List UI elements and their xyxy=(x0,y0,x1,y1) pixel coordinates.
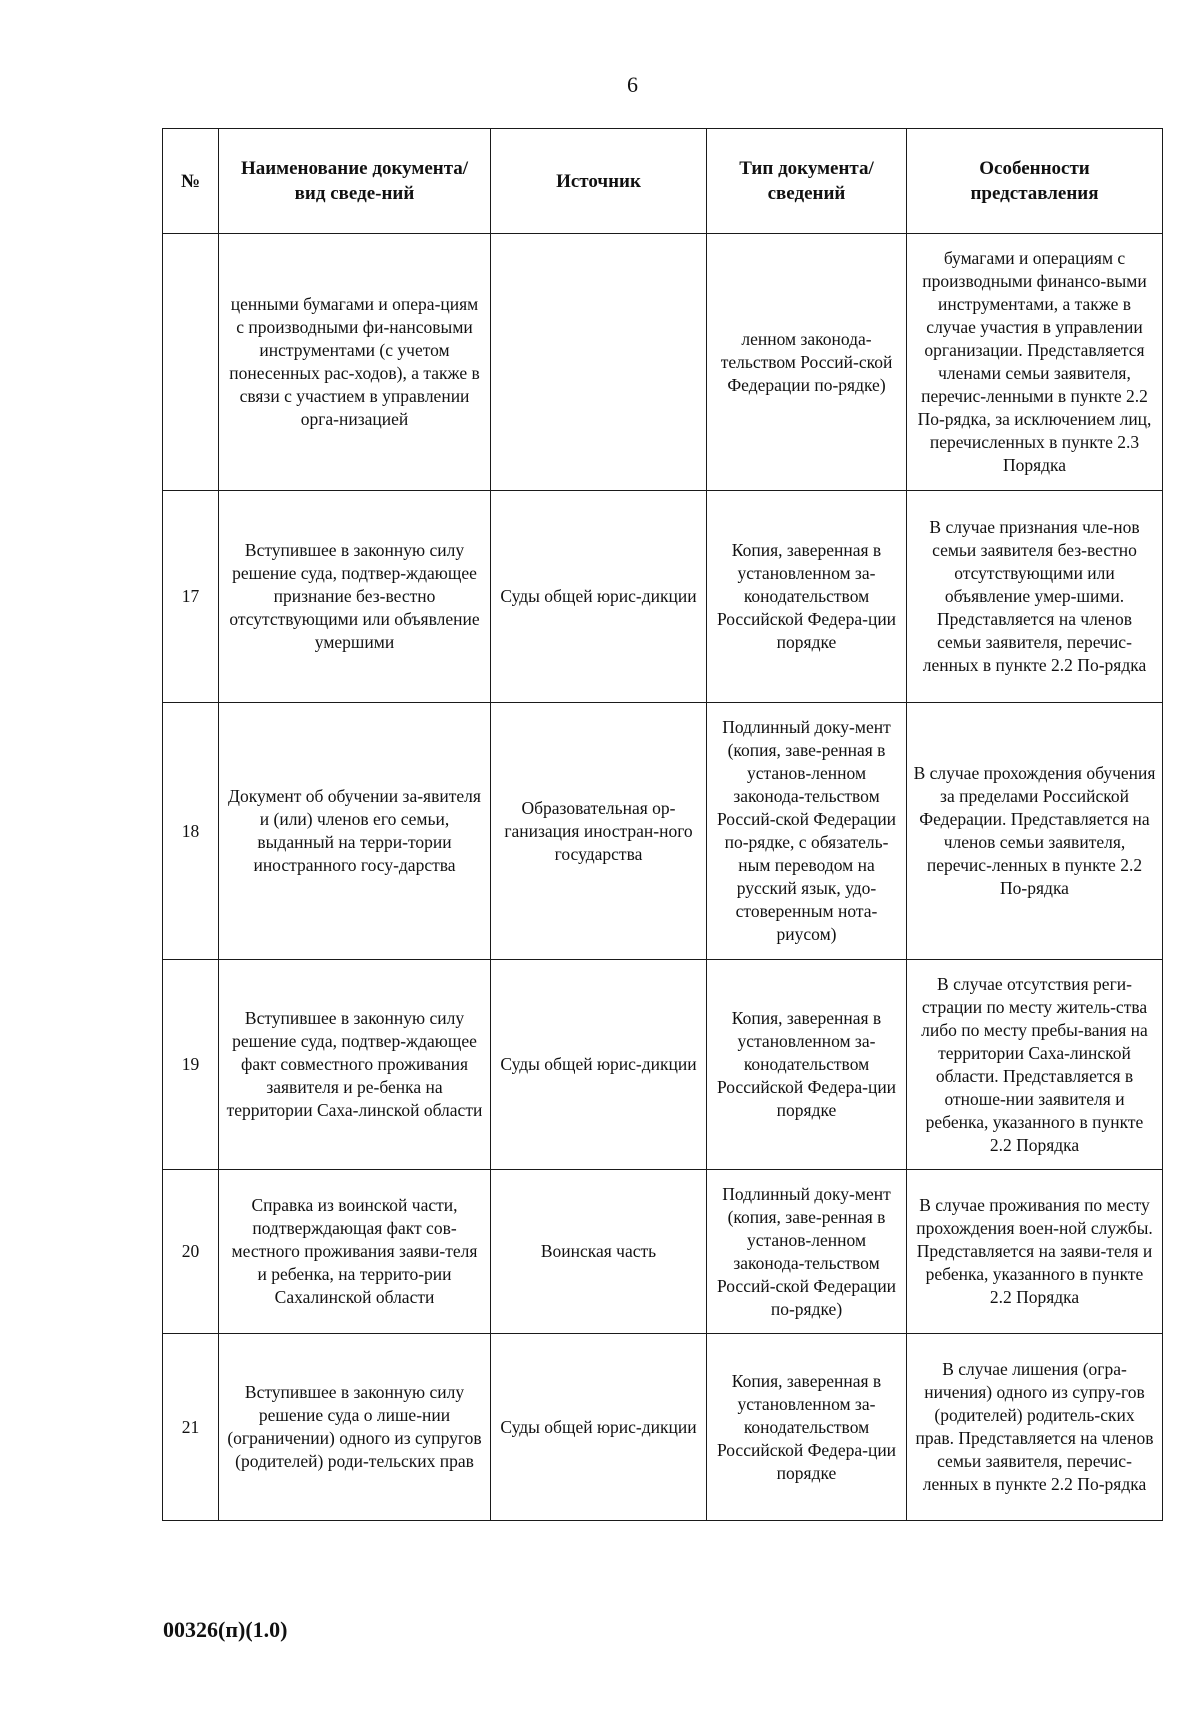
row-source: Образовательная ор-ганизация иностран-ного государства xyxy=(491,703,707,960)
table-row xyxy=(163,491,1163,703)
row-num: 20 xyxy=(163,1170,219,1334)
row-features: В случае признания чле-нов семьи заявителя без-вестно отсутствующими или объявление умер-шими. Представляется на членов семьи заявителя, перечис-ленных в пункте 2.2 По-рядка xyxy=(907,491,1163,703)
row-num: 21 xyxy=(163,1334,219,1521)
row-features: бумагами и операциям с производными финансо-выми инструментами, а также в случае участия в управлении организации. Представляется членами семьи заявителя, перечис-ленными в пункте 2.2 По-рядка, за исключением лиц, перечисленных в пункте 2.3 Порядка xyxy=(907,234,1163,491)
row-source: Воинская часть xyxy=(491,1170,707,1334)
row-name: Вступившее в законную силу решение суда о лише-нии (ограничении) одного из супругов (родителей) роди-тельских прав xyxy=(219,1334,491,1521)
row-name: Вступившее в законную силу решение суда, подтвер-ждающее признание без-вестно отсутствующими или объявление умершими xyxy=(219,491,491,703)
row-features: В случае отсутствия реги-страции по месту житель-ства либо по месту пребы-вания на территории Саха-линской области. Представляется в отноше-нии заявителя и ребенка, указанного в пункте 2.2 Порядка xyxy=(907,960,1163,1170)
documents-table xyxy=(162,128,1163,1521)
row-num: 18 xyxy=(163,703,219,960)
row-doc-type: ленном законода-тельством Россий-ской Федерации по-рядке) xyxy=(707,234,907,491)
row-source: Суды общей юрис-дикции xyxy=(491,491,707,703)
row-doc-type: Подлинный доку-мент (копия, заве-ренная в установ-ленном законода-тельством Россий-ской Федерации по-рядке, с обязатель-ным переводом на русский язык, удо-стоверенным нота-риусом) xyxy=(707,703,907,960)
table-row xyxy=(163,1170,1163,1334)
row-source xyxy=(491,234,707,491)
table-row xyxy=(163,1334,1163,1521)
header-features: Особенности представления xyxy=(907,129,1163,234)
table-header-row xyxy=(163,129,1163,234)
row-num: 19 xyxy=(163,960,219,1170)
header-doc-type: Тип документа/ сведений xyxy=(707,129,907,234)
row-doc-type: Копия, заверенная в установленном за-конодательством Российской Федера-ции порядке xyxy=(707,491,907,703)
header-num: № xyxy=(163,129,219,234)
row-doc-type: Подлинный доку-мент (копия, заве-ренная в установ-ленном законода-тельством Россий-ской Федерации по-рядке) xyxy=(707,1170,907,1334)
row-features: В случае проживания по месту прохождения воен-ной службы. Представляется на заяви-теля и ребенка, указанного в пункте 2.2 Порядка xyxy=(907,1170,1163,1334)
row-doc-type: Копия, заверенная в установленном за-конодательством Российской Федера-ции порядке xyxy=(707,960,907,1170)
table-row xyxy=(163,960,1163,1170)
row-num xyxy=(163,234,219,491)
row-name: Вступившее в законную силу решение суда, подтвер-ждающее факт совместного проживания заявителя и ре-бенка на территории Саха-линской области xyxy=(219,960,491,1170)
row-name: ценными бумагами и опера-циям с производными фи-нансовыми инструментами (с учетом понесенных рас-ходов), а также в связи с участием в управлении орга-низацией xyxy=(219,234,491,491)
row-doc-type: Копия, заверенная в установленном за-конодательством Российской Федера-ции порядке xyxy=(707,1334,907,1521)
row-source: Суды общей юрис-дикции xyxy=(491,1334,707,1521)
table-row xyxy=(163,703,1163,960)
header-source: Источник xyxy=(491,129,707,234)
row-num: 17 xyxy=(163,491,219,703)
document-code: 00326(п)(1.0) xyxy=(163,1617,288,1642)
row-name: Справка из воинской части, подтверждающая факт сов-местного проживания заяви-теля и ребенка, на террито-рии Сахалинской области xyxy=(219,1170,491,1334)
row-features: В случае прохождения обучения за пределами Российской Федерации. Представляется на членов семьи заявителя, перечис-ленных в пункте 2.2 По-рядка xyxy=(907,703,1163,960)
table-row xyxy=(163,234,1163,491)
row-features: В случае лишения (огра-ничения) одного из супру-гов (родителей) родитель-ских прав. Представляется на членов семьи заявителя, перечис-ленных в пункте 2.2 По-рядка xyxy=(907,1334,1163,1521)
page-number: 6 xyxy=(627,72,638,97)
row-source: Суды общей юрис-дикции xyxy=(491,960,707,1170)
header-name: Наименование документа/ вид сведе-ний xyxy=(219,129,491,234)
row-name: Документ об обучении за-явителя и (или) членов его семьи, выданный на терри-тории иностранного госу-дарства xyxy=(219,703,491,960)
